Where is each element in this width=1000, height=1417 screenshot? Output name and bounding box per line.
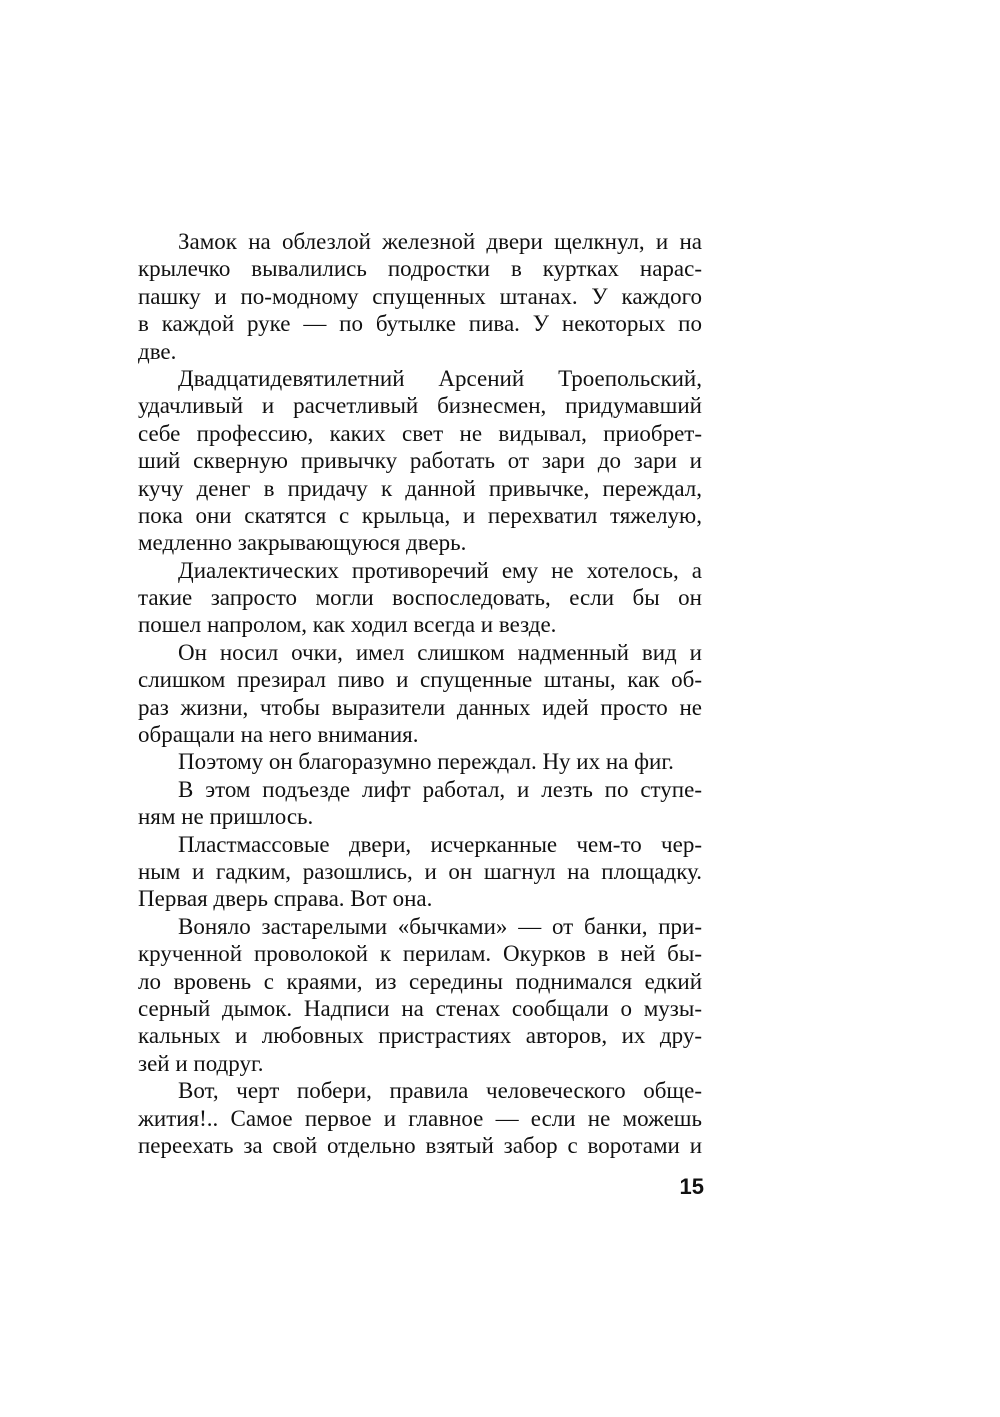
text-line: такие запросто могли воспоследовать, если бы он [138, 585, 702, 611]
text-line: пашку и по-модному спущенных штанах. У каждого [138, 283, 702, 309]
text-line: удачливый и расчетливый бизнесмен, придумавший [138, 393, 702, 419]
text-line: медленно закрывающуюся дверь. [138, 530, 467, 556]
text-line: переехать за свой отдельно взятый забор с воротами и [138, 1132, 702, 1158]
text-line: пошел напролом, как ходил всегда и везде. [138, 612, 557, 638]
text-line: Двадцатидевятилетний Арсений Троепольский, [178, 365, 702, 391]
text-line: кучу денег в придачу к данной привычке, переждал, [138, 475, 702, 501]
text-line: В этом подъезде лифт работал, и лезть по ступе- [178, 776, 702, 802]
text-line: Замок на облезлой железной двери щелкнул, и на [178, 229, 702, 254]
text-line: раз жизни, чтобы выразители данных идей просто не [138, 694, 702, 720]
text-line: кальных и любовных пристрастиях авторов, их дру- [138, 1023, 702, 1049]
text-line: Первая дверь справа. Вот она. [138, 886, 433, 912]
text-line: крученной проволокой к перилам. Окурков в ней бы- [138, 941, 702, 967]
text-line: пока они скатятся с крыльца, и перехватил тяжелую, [138, 502, 702, 528]
text-line: слишком презирал пиво и спущенные штаны, как об- [138, 667, 702, 693]
text-line: Воняло застарелыми «бычками» — от банки, при- [178, 913, 702, 939]
text-line: две. [138, 338, 177, 364]
text-line: Поэтому он благоразумно переждал. Ну их на фиг. [178, 749, 674, 775]
text-line: Диалектических противоречий ему не хотелось, а [178, 557, 702, 583]
page-number: 15 [679, 1174, 704, 1199]
text-line: обращали на него внимания. [138, 722, 419, 748]
text-line: ло вровень с краями, из середины поднимался едкий [138, 968, 702, 994]
text-line: ням не пришлось. [138, 804, 314, 830]
text-line: в каждой руке — по бутылке пива. У некоторых по [138, 311, 702, 337]
text-line: жития!.. Самое первое и главное — если не можешь [138, 1105, 702, 1131]
text-line: ший скверную привычку работать от зари до зари и [138, 448, 702, 474]
body-text [138, 228, 702, 1159]
text-line: серный дымок. Надписи на стенах сообщали о музы- [138, 995, 702, 1021]
text-line: Он носил очки, имел слишком надменный вид и [178, 639, 702, 665]
text-line: ным и гадким, разошлись, и он шагнул на площадку. [138, 858, 702, 884]
text-line: себе профессию, каких свет не видывал, приобрет- [138, 420, 702, 446]
text-line: Пластмассовые двери, исчерканные чем-то чер- [178, 831, 702, 857]
text-line: зей и подруг. [138, 1050, 264, 1076]
text-line: крылечко вывалились подростки в куртках нарас- [138, 256, 702, 282]
text-line: Вот, черт побери, правила человеческого обще- [178, 1078, 702, 1104]
